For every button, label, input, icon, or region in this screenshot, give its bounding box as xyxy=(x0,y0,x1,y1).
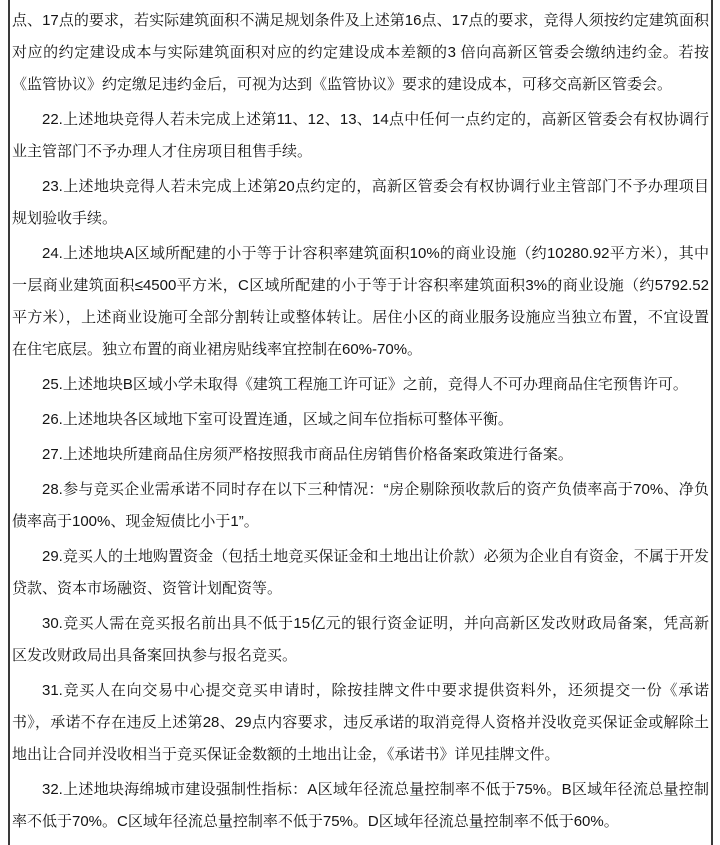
document-content xyxy=(8,0,713,845)
clause-22: 22.上述地块竞得人若未完成上述第11、12、13、14点中任何一点约定的，高新区管委会有权协调行业主管部门不予办理人才住房项目租售手续。 xyxy=(12,111,709,160)
clause-29: 29.竞买人的土地购置资金（包括土地竞买保证金和土地出让价款）必须为企业自有资金，不属于开发贷款、资本市场融资、资管计划配资等。 xyxy=(12,548,709,597)
clause-32: 32.上述地块海绵城市建设强制性指标：A区域年径流总量控制率不低于75%。B区域年径流总量控制率不低于70%。C区域年径流总量控制率不低于75%。D区域年径流总量控制率不低于60%。 xyxy=(12,781,709,830)
clause-30: 30.竞买人需在竞买报名前出具不低于15亿元的银行资金证明，并向高新区发改财政局备案，凭高新区发改财政局出具备案回执参与报名竞买。 xyxy=(12,615,709,664)
clause-24: 24.上述地块A区域所配建的小于等于计容积率建筑面积10%的商业设施（约10280.92平方米），其中一层商业建筑面积≤4500平方米，C区域所配建的小于等于计容积率建筑面积3%的商业设施（约5792.52平方米），上述商业设施可全部分割转让或整体转让。居住小区的商业服务设施应当独立布置，不宜设置在住宅底层。独立布置的商业裙房贴线率宜控制在60%-70%。 xyxy=(12,245,709,358)
clause-28: 28.参与竞买企业需承诺不同时存在以下三种情况：“房企剔除预收款后的资产负债率高于70%、净负债率高于100%、现金短债比小于1”。 xyxy=(12,481,709,530)
clause-31: 31.竞买人在向交易中心提交竞买申请时，除按挂牌文件中要求提供资料外，还须提交一份《承诺书》，承诺不存在违反上述第28、29点内容要求，违反承诺的取消竞得人资格并没收竞买保证金或解除土地出让合同并没收相当于竞买保证金数额的土地出让金，《承诺书》详见挂牌文件。 xyxy=(12,682,709,763)
clause-26: 26.上述地块各区域地下室可设置连通，区域之间车位指标可整体平衡。 xyxy=(42,411,513,428)
clause-23: 23.上述地块竞得人若未完成上述第20点约定的，高新区管委会有权协调行业主管部门不予办理项目规划验收手续。 xyxy=(12,178,709,227)
clause-25: 25.上述地块B区域小学未取得《建筑工程施工许可证》之前，竞得人不可办理商品住宅预售许可。 xyxy=(42,376,688,393)
paragraph-continuation: 点、17点的要求，若实际建筑面积不满足规划条件及上述第16点、17点的要求，竞得人须按约定建筑面积对应的约定建设成本与实际建筑面积对应的约定建设成本差额的3 倍向高新区管委会缴纳违约金。若按《监管协议》约定缴足违约金后，可视为达到《监管协议》要求的建设成本，可移交高新区管委会。 xyxy=(12,12,709,93)
clause-27: 27.上述地块所建商品住房须严格按照我市商品住房销售价格备案政策进行备案。 xyxy=(42,446,573,463)
